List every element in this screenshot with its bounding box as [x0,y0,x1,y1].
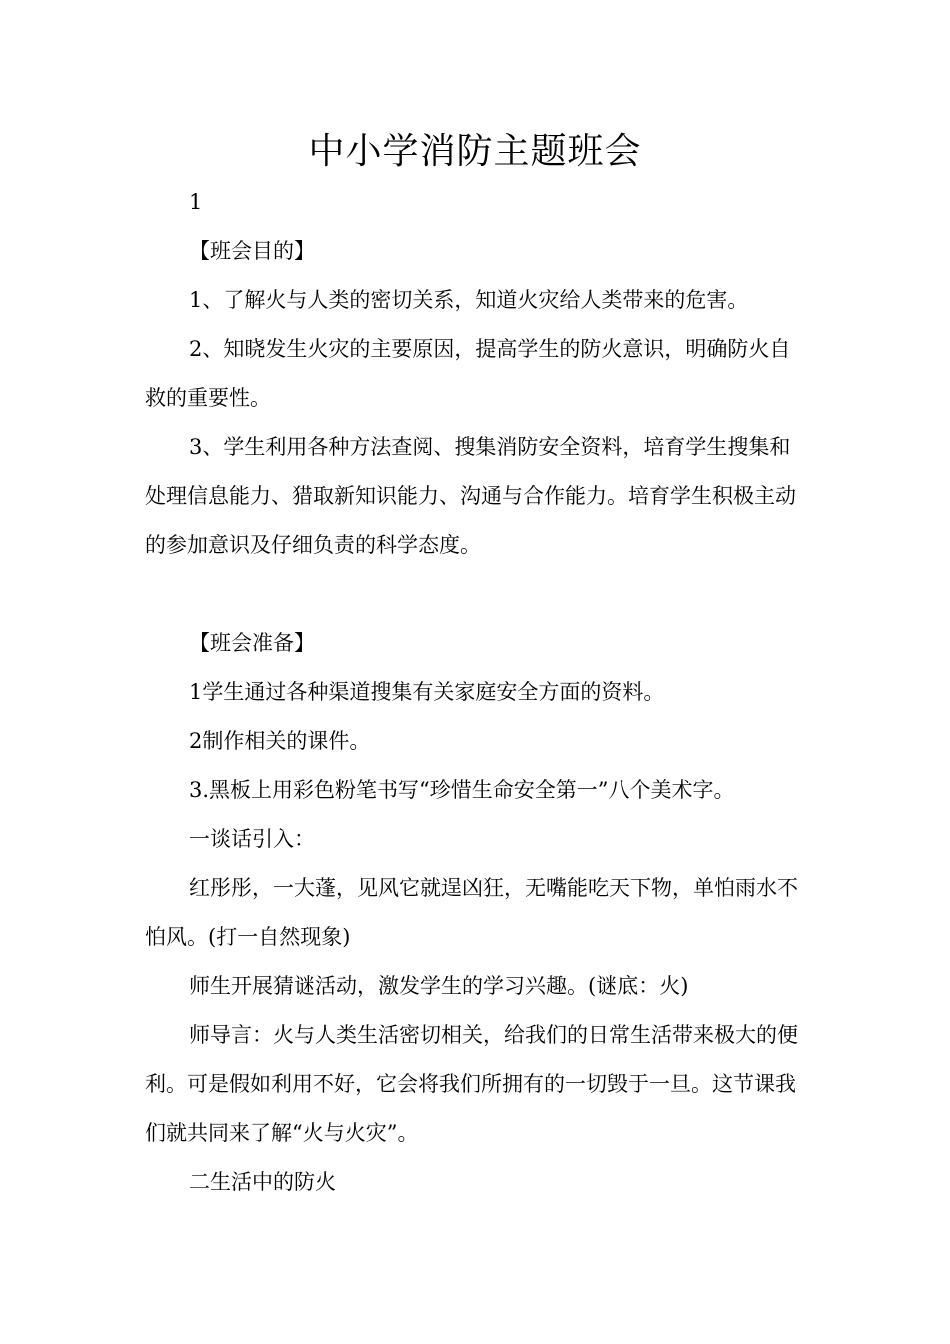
paragraph: 师导言：火与人类生活密切相关，给我们的日常生活带来极大的便利。可是假如利用不好，它会将我们所拥有的一切毁于一旦。这节课我们就共同来了解“火与火灾”。 [145,1023,798,1145]
document-title: 中小学消防主题班会 [308,131,642,172]
paragraph: 师生开展猜谜活动，激发学生的学习兴趣。(谜底：火) [189,974,689,998]
paragraph: 红彤彤，一大蓬，见风它就逞凶狂，无嘴能吃天下物，单怕雨水不怕风。(打一自然现象) [145,876,798,949]
section-heading-preparation: 【班会准备】 [189,631,315,655]
paragraph: 3、学生利用各种方法查阅、搜集消防安全资料，培育学生搜集和处理信息能力、猎取新知识能力、沟通与合作能力。培育学生积极主动的参加意识及仔细负责的科学态度。 [145,435,796,557]
section-heading-fire-prevention: 二生活中的防火 [189,1170,336,1194]
document-body [145,178,809,1207]
paragraph: 1学生通过各种渠道搜集有关家庭安全方面的资料。 [189,680,665,704]
section-heading-intro: 一谈话引入： [189,827,315,851]
paragraph: 3.黑板上用彩色粉笔书写“珍惜生命安全第一”八个美术字。 [189,778,735,802]
paragraph: 2、知晓发生火灾的主要原因，提高学生的防火意识，明确防火自救的重要性。 [145,337,791,410]
paragraph: 1、了解火与人类的密切关系，知道火灾给人类带来的危害。 [189,288,749,312]
paragraph-number: 1 [189,190,203,214]
paragraph: 2制作相关的课件。 [189,729,371,753]
section-heading-purpose: 【班会目的】 [189,239,315,263]
